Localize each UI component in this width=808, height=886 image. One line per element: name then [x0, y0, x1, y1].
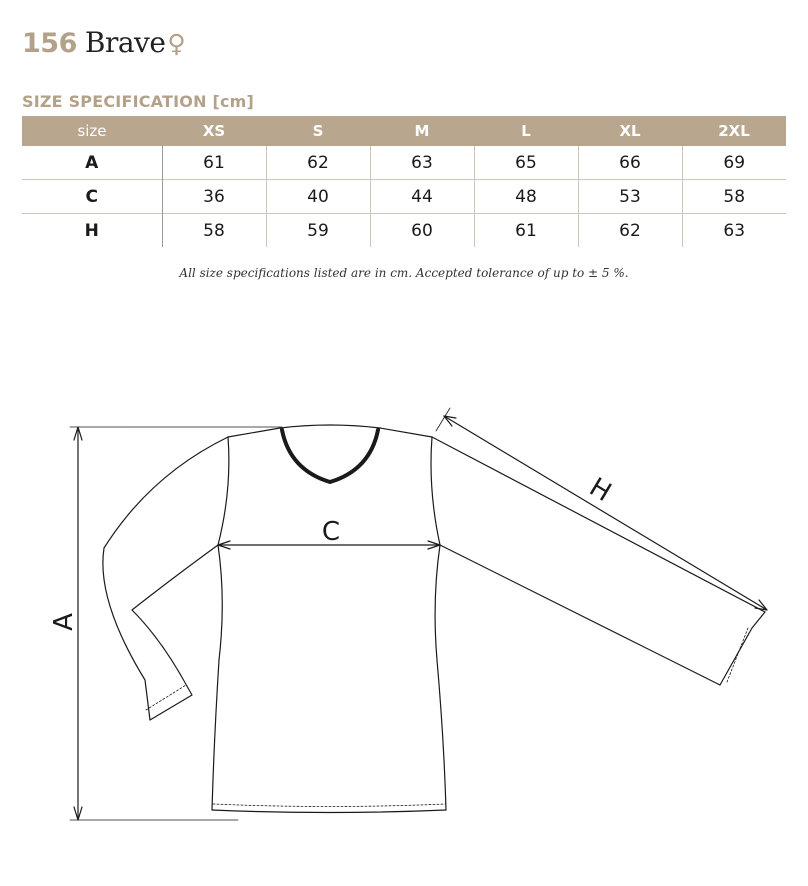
table-cell: 36	[162, 180, 266, 214]
label-h: H	[584, 472, 617, 509]
table-cell: 58	[162, 214, 266, 248]
arrow-end-icon	[755, 600, 767, 610]
left-cuff-stitch	[146, 685, 186, 710]
left-shoulder	[228, 428, 280, 437]
header-size-l: L	[474, 116, 578, 146]
header-size-xl: XL	[578, 116, 682, 146]
body-right-seam	[435, 545, 446, 810]
table-cell: 60	[370, 214, 474, 248]
table-cell: 65	[474, 146, 578, 180]
garment-diagram	[0, 380, 808, 840]
section-heading: SIZE SPECIFICATION [cm]	[22, 92, 255, 111]
hem-stitch	[213, 804, 445, 807]
row-label: H	[22, 214, 162, 248]
dimension-a	[70, 427, 282, 820]
header-size-label: size	[22, 116, 162, 146]
product-name: Brave	[84, 26, 166, 59]
table-cell: 63	[682, 214, 786, 248]
table-cell: 66	[578, 146, 682, 180]
table-cell: 61	[474, 214, 578, 248]
left-armhole	[218, 437, 229, 545]
neck-outer	[280, 425, 380, 428]
arrow-start-icon	[444, 416, 456, 426]
header-size-s: S	[266, 116, 370, 146]
table-row	[22, 146, 786, 180]
table-cell: 69	[682, 146, 786, 180]
right-shoulder	[380, 428, 432, 437]
female-icon: ♀	[167, 29, 186, 58]
left-sleeve-outer	[103, 437, 228, 720]
table-row	[22, 214, 786, 248]
header-size-2xl: 2XL	[682, 116, 786, 146]
row-label: C	[22, 180, 162, 214]
table-cell: 61	[162, 146, 266, 180]
label-c: C	[321, 517, 341, 547]
table-cell: 59	[266, 214, 370, 248]
header-size-xs: XS	[162, 116, 266, 146]
hem	[212, 810, 446, 813]
right-cuff	[720, 612, 765, 685]
table-header-row	[22, 116, 786, 146]
size-table	[22, 116, 786, 247]
table-cell: 62	[266, 146, 370, 180]
tolerance-note: All size specifications listed are in cm. Accepted tolerance of up to ± 5 %.	[179, 266, 629, 280]
table-row	[22, 180, 786, 214]
table-cell: 40	[266, 180, 370, 214]
left-sleeve-inner	[132, 545, 218, 688]
dimension-h	[436, 408, 767, 610]
right-cuff-stitch	[727, 628, 748, 682]
table-cell: 63	[370, 146, 474, 180]
table-cell: 53	[578, 180, 682, 214]
row-label: A	[85, 152, 99, 173]
header-size-m: M	[370, 116, 474, 146]
label-a: A	[49, 613, 79, 631]
shirt-outline	[103, 428, 765, 813]
product-code: 156	[22, 28, 77, 59]
page-title	[22, 26, 186, 66]
neckline	[280, 425, 380, 482]
right-sleeve-outer	[432, 437, 765, 612]
table-cell: 48	[474, 180, 578, 214]
right-armhole	[431, 437, 440, 545]
table-cell: 62	[578, 214, 682, 248]
table-cell: 44	[370, 180, 474, 214]
body-left-seam	[212, 545, 222, 810]
table-cell: 58	[682, 180, 786, 214]
